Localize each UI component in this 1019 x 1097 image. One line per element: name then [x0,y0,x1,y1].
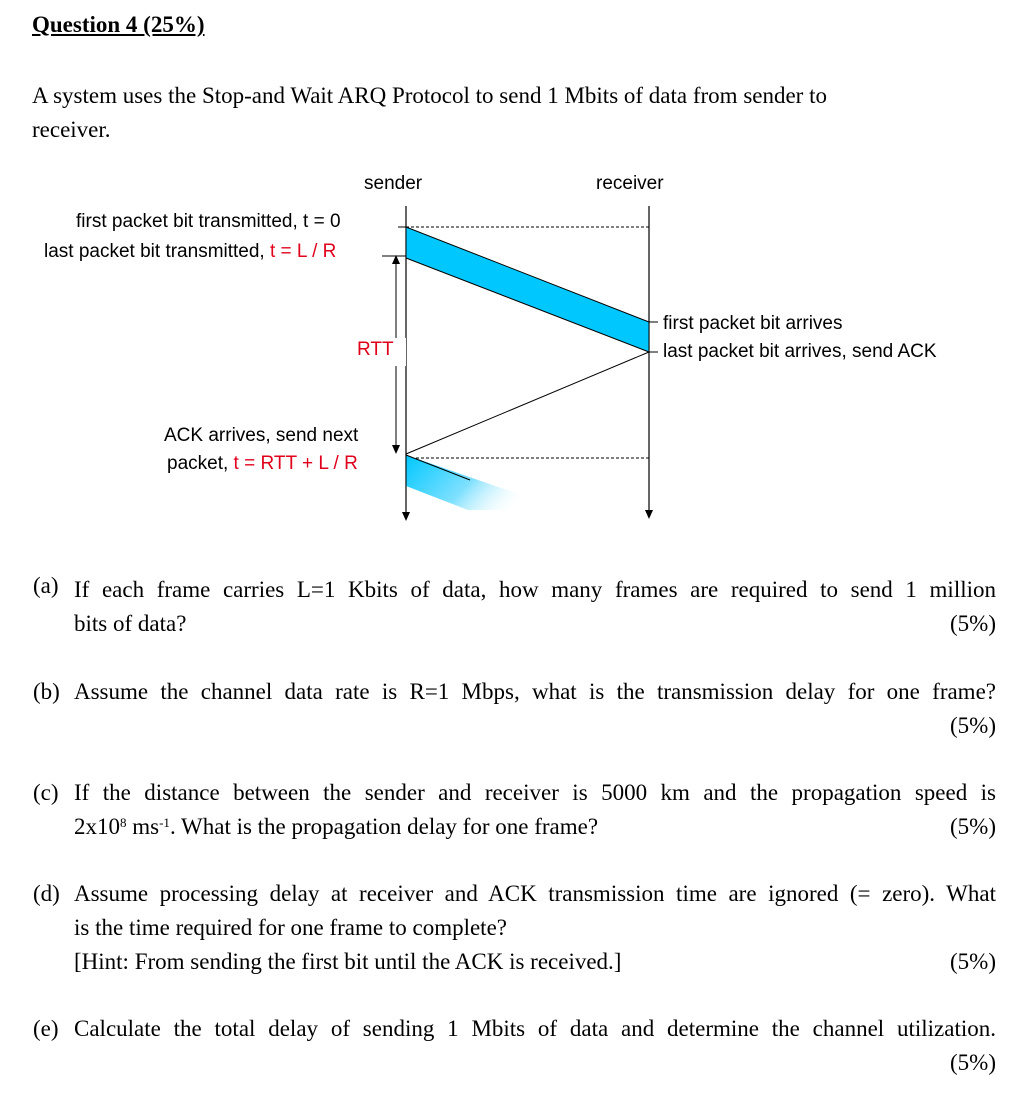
question-e-letter: (e) [33,1016,59,1041]
last-bit-transmitted-label: last packet bit transmitted, t = L / R [44,241,337,262]
question-heading: Question 4 (25%) [32,12,205,37]
question-b-letter: (b) [33,679,60,704]
question-d-line-2: is the time required for one frame to complete? [74,915,507,940]
question-d-mark: (5%) [950,949,996,974]
intro-line-1: A system uses the Stop-and Wait ARQ Protocol to send 1 Mbits of data from sender to [32,83,827,108]
question-d-letter: (d) [33,881,60,906]
next-packet-time: t = RTT + L / R [233,453,358,474]
question-c-line-2: $2x10^8$ $ms^{-1}$. What is the propagation delay for one frame? [74,814,599,839]
question-e-mark: (5%) [950,1050,996,1075]
question-d-line-3: [Hint: From sending the first bit until the ACK is received.] [74,949,622,974]
receiver-label: receiver [596,173,664,194]
question-e-line-1: Calculate the total delay of sending 1 Mbits of data and determine the channel utilization. [74,1016,996,1041]
question-a-line-1: If each frame carries L=1 Kbits of data, how many frames are required to send 1 million [74,577,996,602]
rtt-arrow-head-down [392,445,400,454]
receiver-timeline-arrow [645,510,653,519]
ack-arrives-label: ACK arrives, send next [164,425,359,446]
first-bit-transmitted-label: first packet bit transmitted, t = 0 [76,211,341,232]
question-c-letter: (c) [33,780,59,805]
packet-band [406,227,649,352]
question-b-mark: (5%) [950,713,996,738]
intro-line-2: receiver. [32,117,111,142]
first-bit-arrives-label: first packet bit arrives [663,313,843,334]
stop-and-wait-diagram [0,0,1019,530]
question-b-line-1: Assume the channel data rate is R=1 Mbps, what is the transmission delay for one frame? [74,679,996,704]
last-bit-arrives-label: last packet bit arrives, send ACK [663,341,937,362]
question-c-line-1: If the distance between the sender and receiver is 5000 km and the propagation speed is [74,780,996,805]
question-c-mark: (5%) [950,814,996,839]
ack-line [406,352,649,454]
question-d-line-1: Assume processing delay at receiver and ACK transmission time are ignored (= zero). What [74,881,996,906]
last-bit-time: t = L / R [270,241,337,262]
question-a-mark: (5%) [950,611,996,636]
rtt-label: RTT [357,339,394,360]
sender-timeline-arrow [402,512,410,521]
next-packet-time-label: packet, t = RTT + L / R [167,453,358,474]
question-a-line-2: bits of data? [74,611,187,636]
sender-label: sender [364,173,423,194]
question-a-letter: (a) [33,573,59,598]
